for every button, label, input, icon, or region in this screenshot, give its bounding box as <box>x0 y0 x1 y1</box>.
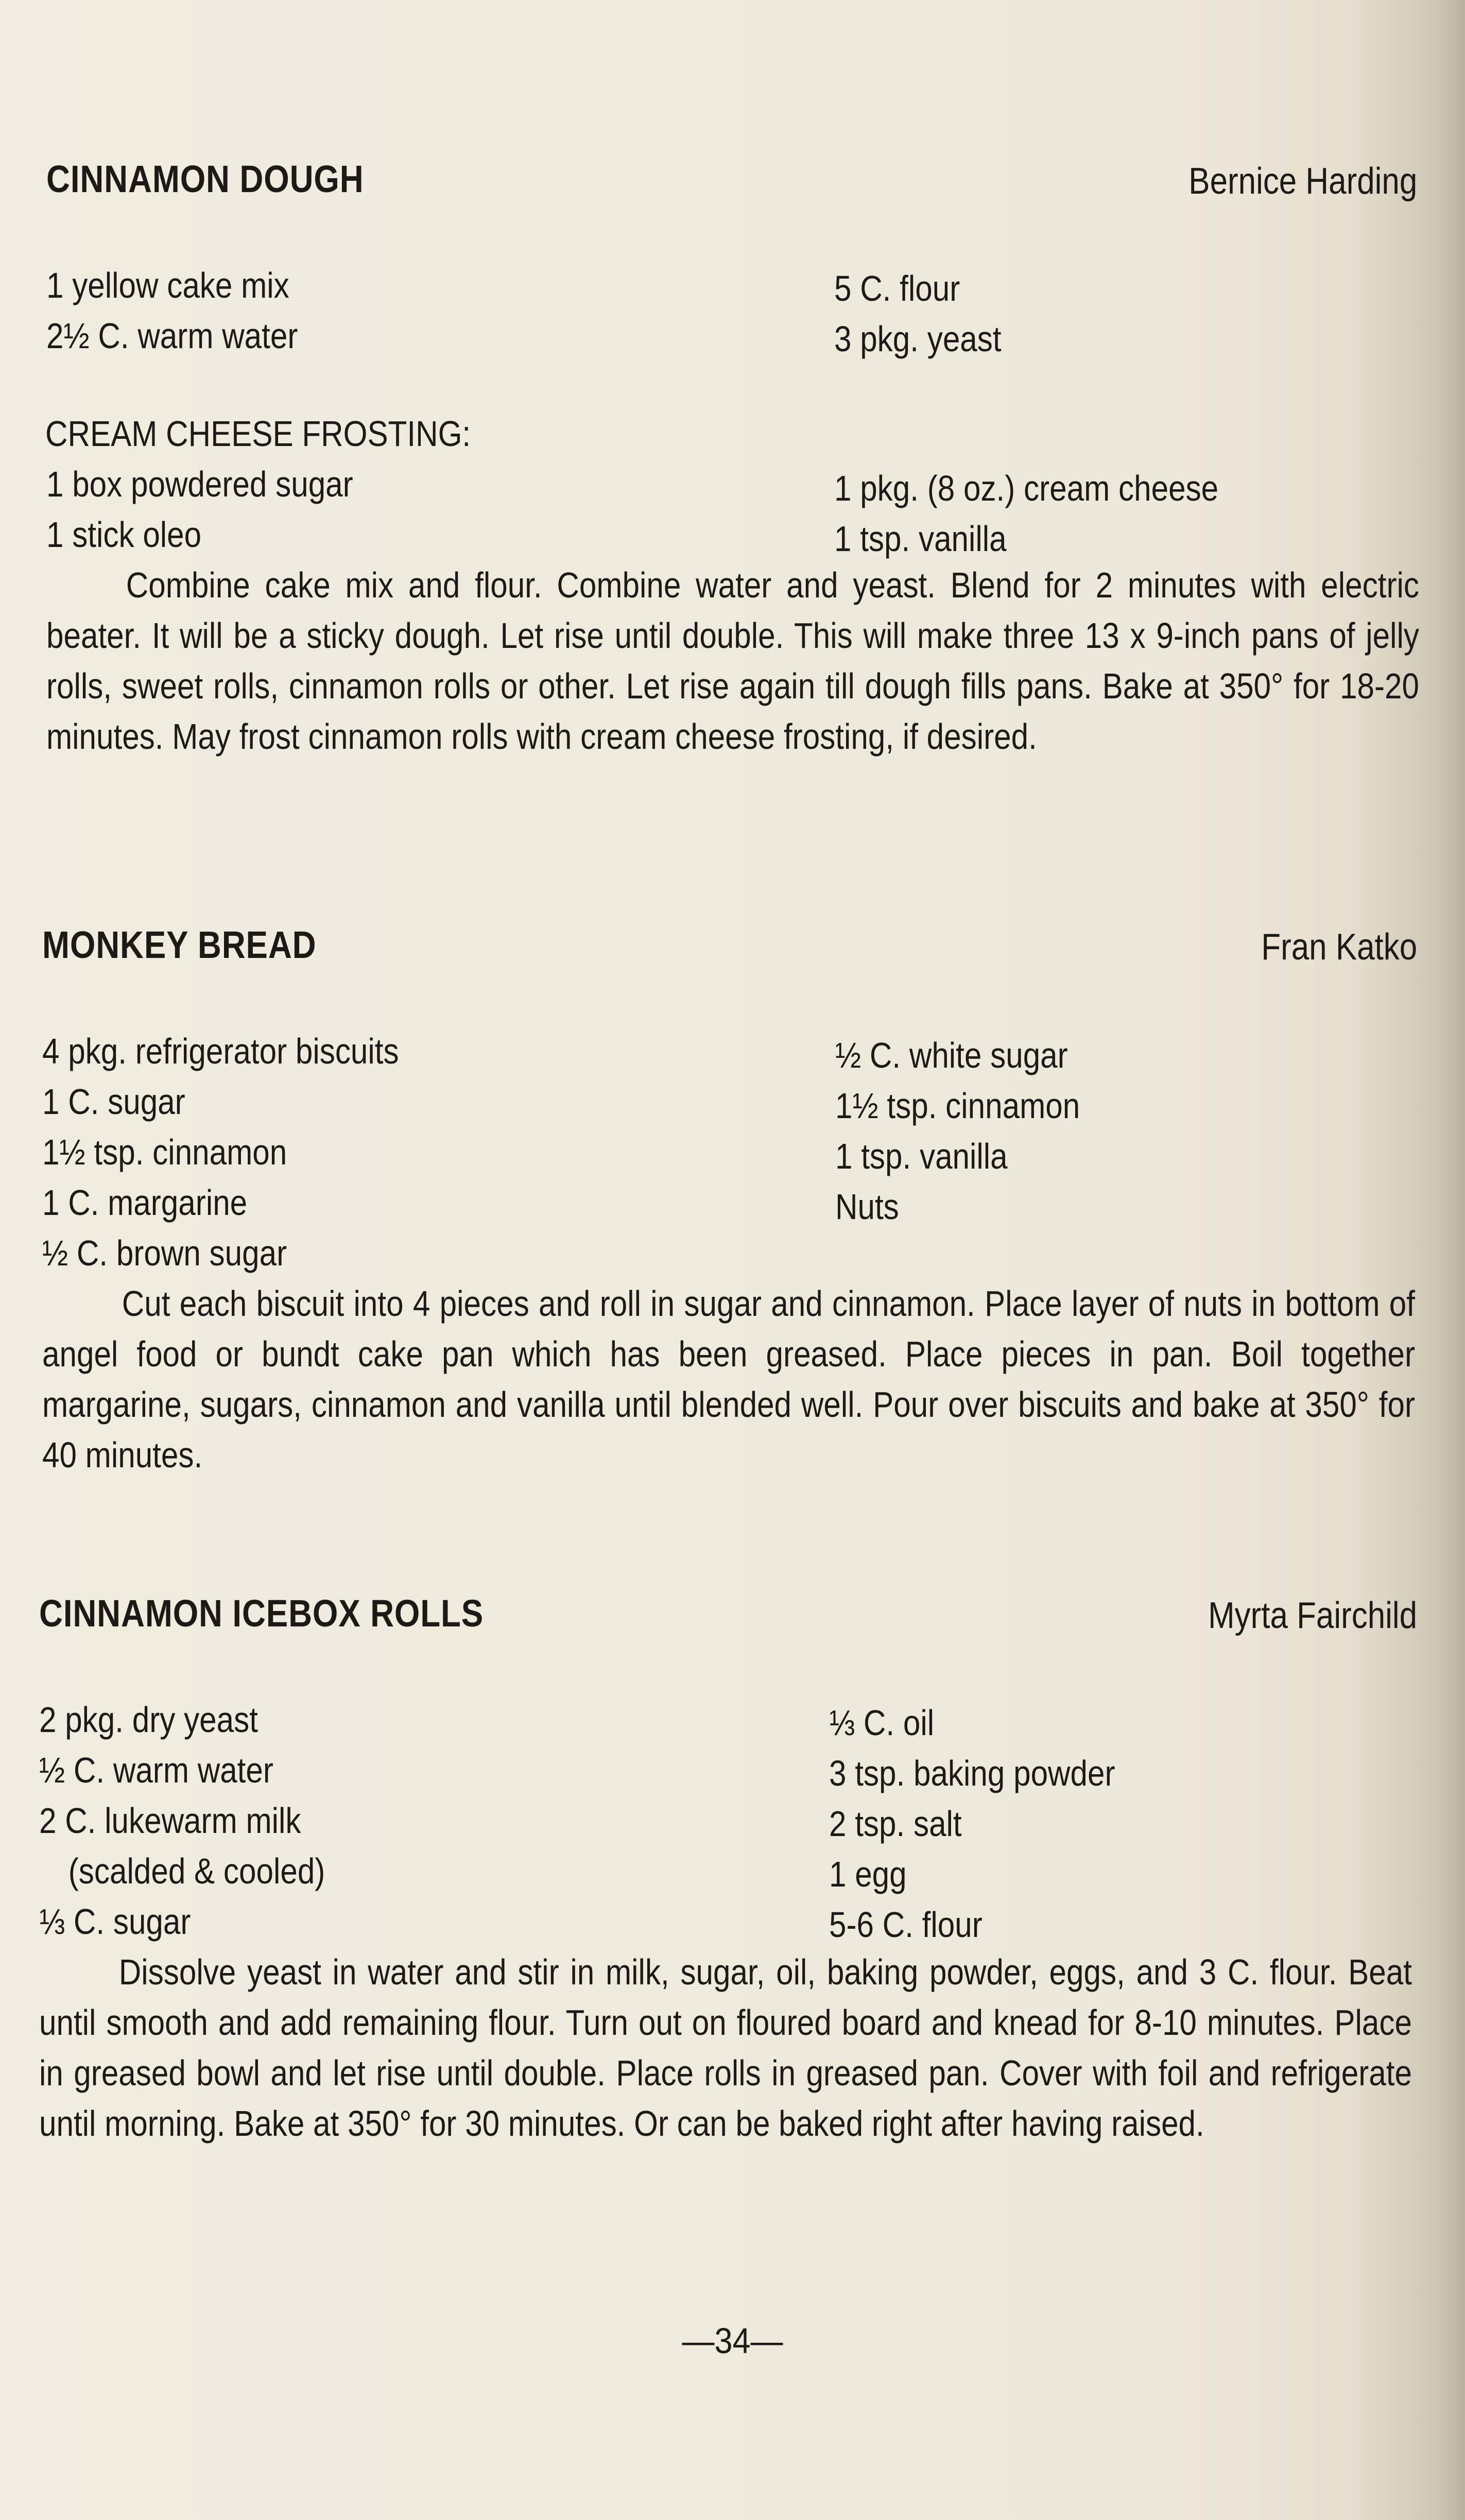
ingredient-item: 5-6 C. flour <box>829 1905 983 1945</box>
page-number: —34— <box>682 2321 783 2361</box>
ingredient-item: 1½ tsp. cinnamon <box>42 1132 287 1172</box>
ingredient-item: ½ C. brown sugar <box>42 1233 287 1273</box>
recipe-directions: Cut each biscuit into 4 pieces and roll in sugar and cinnamon. Place layer of nuts in bottom of angel food or bundt cake pan which has been greased. Place pieces in pan. Boil together margarine, sugars, cinnamon and vanilla until blended well. Pour over biscuits and bake at 350° for 40 minutes. <box>42 1283 1415 1475</box>
recipe-cinnamon-dough <box>37 157 1417 762</box>
ingredient-column-left <box>39 1694 372 1947</box>
ingredient-item: (scalded & cooled) <box>68 1851 325 1891</box>
ingredient-item: 3 tsp. baking powder <box>829 1753 1115 1793</box>
ingredient-item: 3 pkg. yeast <box>834 319 1002 359</box>
ingredient-column-right <box>834 263 1028 364</box>
recipe-header <box>37 157 1417 214</box>
ingredient-list <box>37 260 1417 363</box>
ingredient-item: 1 tsp. vanilla <box>835 1136 1008 1176</box>
ingredient-item: 1 pkg. (8 oz.) cream cheese <box>834 468 1219 508</box>
recipe-author: Bernice Harding <box>1188 161 1417 202</box>
recipe-title: CINNAMON ICEBOX ROLLS <box>39 1592 484 1635</box>
ingredient-item: ⅓ C. oil <box>829 1703 935 1743</box>
ingredient-item: 1 C. margarine <box>42 1182 248 1223</box>
ingredient-item: 1 egg <box>829 1854 907 1894</box>
recipe-header <box>37 923 1417 980</box>
ingredient-column-left <box>46 260 339 361</box>
ingredient-item: 1 C. sugar <box>42 1082 185 1122</box>
ingredient-item: 2 pkg. dry yeast <box>39 1700 258 1740</box>
ingredient-item: 2 C. lukewarm milk <box>39 1801 301 1841</box>
ingredient-item: 5 C. flour <box>834 268 960 308</box>
ingredient-column-right <box>835 1030 1120 1232</box>
ingredient-column-right <box>834 463 1281 564</box>
ingredient-item: 1½ tsp. cinnamon <box>835 1086 1080 1126</box>
recipe-author: Myrta Fairchild <box>1208 1595 1417 1636</box>
ingredient-column-left <box>42 1026 457 1278</box>
ingredient-item: 4 pkg. refrigerator biscuits <box>42 1031 399 1071</box>
recipe-author: Fran Katko <box>1261 927 1417 968</box>
ingredient-item: ½ C. white sugar <box>835 1035 1068 1075</box>
ingredient-item: 1 stick oleo <box>46 515 202 555</box>
ingredient-item: 2 tsp. salt <box>829 1804 962 1844</box>
ingredient-item: ⅓ C. sugar <box>39 1901 191 1942</box>
recipe-header <box>37 1591 1417 1648</box>
ingredient-item: 1 box powdered sugar <box>46 464 353 504</box>
recipe-monkey-bread <box>37 923 1417 1480</box>
ingredient-item: 1 yellow cake mix <box>46 265 289 305</box>
frosting-ingredient-list <box>37 459 1417 560</box>
ingredient-list <box>37 1694 1417 1947</box>
recipe-cinnamon-icebox-rolls <box>37 1591 1417 2149</box>
ingredient-column-right <box>829 1698 1162 1950</box>
recipe-directions: Dissolve yeast in water and stir in milk, sugar, oil, baking powder, eggs, and 3 C. flour. Beat until smooth and add remaining flour. Turn out on floured board and knead for 8-10 minutes. Place in greased bowl and let rise until double. Place rolls in greased pan. Cover with foil and refrigerate until morning. Bake at 350° for 30 minutes. Or can be baked right after having raised. <box>39 1952 1412 2144</box>
ingredient-item: 2½ C. warm water <box>46 316 298 356</box>
ingredient-column-left <box>46 459 403 560</box>
ingredient-item: 1 tsp. vanilla <box>834 519 1007 559</box>
recipe-title: CINNAMON DOUGH <box>46 158 364 200</box>
ingredient-item: Nuts <box>835 1187 899 1227</box>
ingredient-item: ½ C. warm water <box>39 1750 273 1790</box>
recipe-directions: Combine cake mix and flour. Combine water and yeast. Blend for 2 minutes with electric beater. It will be a sticky dough. Let rise until double. This will make three 13 x 9-inch pans of jelly rolls, sweet rolls, cinnamon rolls or other. Let rise again till dough fills pans. Bake at 350° for 18-20 minutes. May frost cinnamon rolls with cream cheese frosting, if desired. <box>46 565 1419 757</box>
ingredient-list <box>37 1026 1417 1278</box>
recipe-title: MONKEY BREAD <box>42 923 317 966</box>
frosting-heading: CREAM CHEESE FROSTING: <box>45 414 471 454</box>
